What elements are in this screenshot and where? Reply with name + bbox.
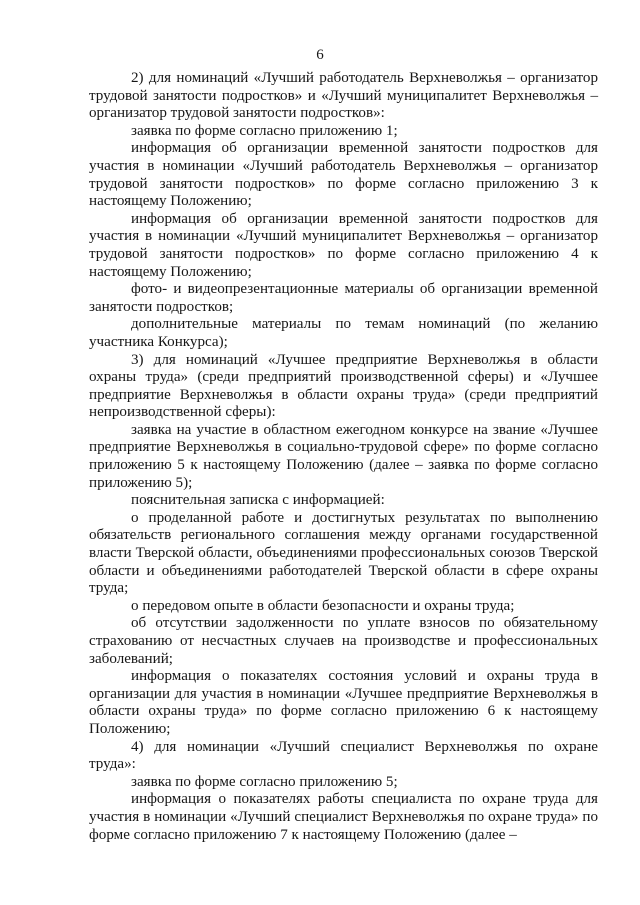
paragraph-application-form-5: заявка на участие в областном ежегодном конкурсе на звание «Лучшее предприятие Верхневолжья в социально-трудовой сфере» по форме согласно приложению 5 к настоящему Положению (далее – заявка по форме согласно приложению 5); bbox=[89, 421, 598, 491]
paragraph-nomination-4: 4) для номинации «Лучший специалист Верхневолжья по охране труда»: bbox=[89, 738, 598, 773]
paragraph-nomination-2: 2) для номинаций «Лучший работодатель Верхневолжья – организатор трудовой занятости подростков» и «Лучший муниципалитет Верхневолжья – организатор трудовой занятости подростков»: bbox=[89, 70, 598, 122]
paragraph-no-debt: об отсутствии задолженности по уплате взносов по обязательному страхованию от несчастных случаев на производстве и профессиональных заболеваний; bbox=[89, 615, 598, 667]
page-number: 6 bbox=[316, 47, 324, 63]
paragraph-work-done: о проделанной работе и достигнутых результатах по выполнению обязательств регионального соглашения между органами государственной власти Тверской области, объединениями профессиональных союзов Тверской области и объединениями работодателей Тверской области в сфере охраны труда; bbox=[89, 509, 598, 597]
paragraph-application-form-5-repeat: заявка по форме согласно приложению 5; bbox=[131, 773, 398, 790]
paragraph-info-specialist: информация о показателях работы специалиста по охране труда для участия в номинации «Лучший специалист Верхневолжья по охране труда» по форме согласно приложению 7 к настоящему Положению (далее – bbox=[89, 791, 598, 843]
paragraph-additional-materials: дополнительные материалы по темам номинаций (по желанию участника Конкурса); bbox=[89, 316, 598, 350]
paragraph-application-form-1: заявка по форме согласно приложению 1; bbox=[131, 122, 398, 139]
paragraph-photo-video: фото- и видеопрезентационные материалы об организации временной занятости подростков; bbox=[89, 281, 598, 315]
paragraph-info-employer: информация об организации временной занятости подростков для участия в номинации «Лучший работодатель Верхневолжья – организатор трудовой занятости подростков» по форме согласно приложению 3 к настоящему Положению; bbox=[89, 140, 598, 210]
paragraph-best-practice: о передовом опыте в области безопасности и охраны труда; bbox=[131, 597, 515, 614]
paragraph-info-indicators: информация о показателях состояния условий и охраны труда в организации для участия в номинации «Лучшее предприятие Верхневолжья в области охраны труда» по форме согласно приложению 6 к настоящему Положению; bbox=[89, 668, 598, 737]
paragraph-info-municipality: информация об организации временной занятости подростков для участия в номинации «Лучший муниципалитет Верхневолжья – организатор трудовой занятости подростков» по форме согласно приложению 4 к настоящему Положению; bbox=[89, 210, 598, 280]
body-text bbox=[89, 70, 598, 844]
paragraph-explanatory-note: пояснительная записка с информацией: bbox=[131, 492, 385, 509]
paragraph-nomination-3: 3) для номинаций «Лучшее предприятие Верхневолжья в области охраны труда» (среди предприятий производственной сферы) и «Лучшее предприятие Верхневолжья в области охраны труда» (среди предприятий непроизводственной сферы): bbox=[89, 351, 598, 421]
